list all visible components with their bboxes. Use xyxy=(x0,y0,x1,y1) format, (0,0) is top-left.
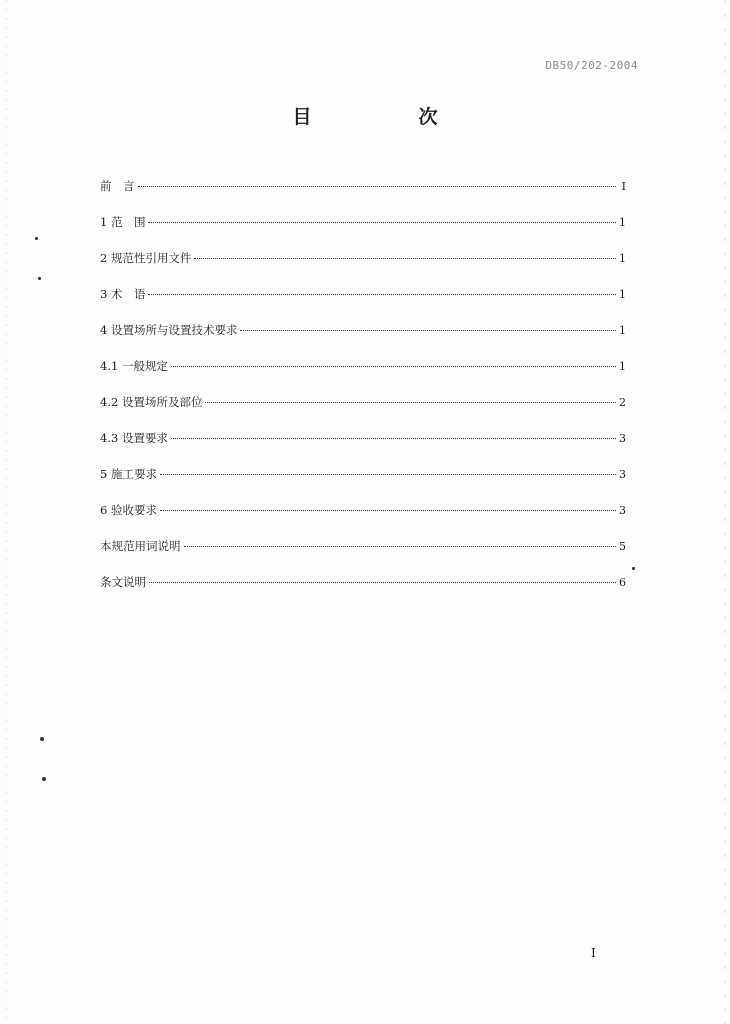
toc-entry-label: 1 范 围 xyxy=(100,215,146,229)
table-of-contents xyxy=(100,178,626,610)
toc-entry-page: 5 xyxy=(619,540,626,553)
toc-entry-label: 前 言 xyxy=(100,179,135,193)
toc-entry-terms[interactable] xyxy=(100,286,626,322)
toc-entry-page: 2 xyxy=(619,396,626,409)
toc-entry-page: I xyxy=(621,180,626,193)
toc-entry-label: 4.3 设置要求 xyxy=(100,431,168,445)
toc-entry-label: 条文说明 xyxy=(100,575,146,589)
toc-entry-page: 1 xyxy=(619,288,626,301)
toc-entry-page: 1 xyxy=(619,324,626,337)
toc-entry-label: 4.1 一般规定 xyxy=(100,359,168,373)
toc-entry-normative-references[interactable] xyxy=(100,250,626,286)
page-number: I xyxy=(591,946,596,960)
toc-dot-leader xyxy=(148,294,616,295)
toc-entry-foreword[interactable] xyxy=(100,178,626,214)
toc-dot-leader xyxy=(138,186,617,187)
scan-speck xyxy=(632,567,635,570)
toc-entry-page: 3 xyxy=(619,468,626,481)
toc-dot-leader xyxy=(148,222,616,223)
toc-entry-label: 3 术 语 xyxy=(100,287,146,301)
toc-entry-label: 6 验收要求 xyxy=(100,503,157,517)
toc-dot-leader xyxy=(240,330,616,331)
scan-edge-right xyxy=(724,0,726,1024)
toc-dot-leader xyxy=(171,366,616,367)
toc-entry-label: 本规范用词说明 xyxy=(100,539,181,553)
toc-dot-leader xyxy=(171,438,616,439)
toc-entry-setup-specs[interactable] xyxy=(100,430,626,466)
toc-entry-label: 4 设置场所与设置技术要求 xyxy=(100,323,238,337)
scan-speck xyxy=(38,277,41,280)
toc-entry-page: 6 xyxy=(619,576,626,589)
toc-entry-page: 1 xyxy=(619,216,626,229)
toc-dot-leader xyxy=(205,402,616,403)
toc-entry-label: 5 施工要求 xyxy=(100,467,157,481)
toc-dot-leader xyxy=(160,510,616,511)
toc-entry-scope[interactable] xyxy=(100,214,626,250)
toc-entry-general-provisions[interactable] xyxy=(100,358,626,394)
toc-entry-page: 3 xyxy=(619,504,626,517)
scan-speck xyxy=(40,737,44,741)
scan-speck xyxy=(35,237,38,240)
toc-entry-clause-explanation[interactable] xyxy=(100,574,626,610)
toc-dot-leader xyxy=(184,546,617,547)
toc-entry-page: 1 xyxy=(619,252,626,265)
toc-dot-leader xyxy=(160,474,616,475)
scan-edge-left xyxy=(6,0,7,1024)
toc-entry-page: 3 xyxy=(619,432,626,445)
toc-entry-label: 4.2 设置场所及部位 xyxy=(100,395,203,409)
toc-dot-leader xyxy=(149,582,616,583)
scan-speck xyxy=(42,777,46,781)
standard-code: DB50/202-2004 xyxy=(545,59,638,72)
toc-entry-setup-requirements[interactable] xyxy=(100,322,626,358)
toc-entry-construction[interactable] xyxy=(100,466,626,502)
toc-entry-label: 2 规范性引用文件 xyxy=(100,251,192,265)
toc-dot-leader xyxy=(194,258,616,259)
toc-entry-wording-explanation[interactable] xyxy=(100,538,626,574)
page-title: 目 次 xyxy=(292,106,482,128)
toc-entry-locations[interactable] xyxy=(100,394,626,430)
toc-entry-acceptance[interactable] xyxy=(100,502,626,538)
toc-entry-page: 1 xyxy=(619,360,626,373)
